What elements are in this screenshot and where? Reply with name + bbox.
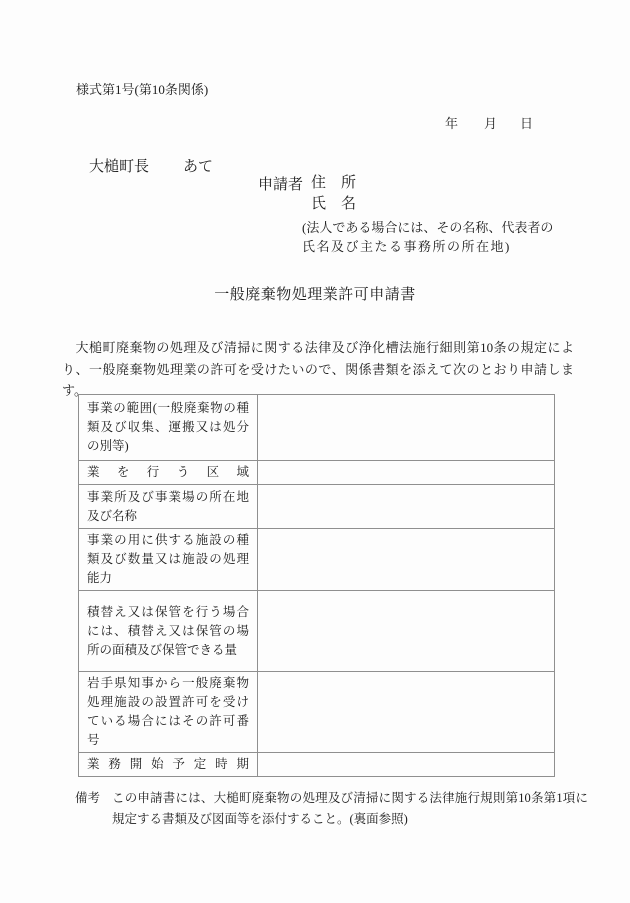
row-value-cell <box>258 395 555 461</box>
intro-paragraph: 大槌町廃棄物の処理及び清掃に関する法律及び浄化槽法施行細則第10条の規定により、一般廃棄物処理業の許可を受けたいので、関係書類を添えて次のとおり申請します。 <box>62 340 574 398</box>
table-row <box>79 672 555 753</box>
applicant-label: 申請者 <box>258 177 304 193</box>
remarks-label: 備考 <box>75 791 101 805</box>
table-row <box>79 485 555 529</box>
row-label-cell: 業務開始予定時期 <box>79 753 258 777</box>
row-value-cell <box>258 485 555 529</box>
corporation-note-line1: (法人である場合には、その名称、代表者の <box>302 220 554 235</box>
table-row <box>79 591 555 672</box>
application-table <box>78 394 555 777</box>
row-label-cell: 業を行う区域 <box>79 461 258 485</box>
year-label: 年 <box>445 116 459 131</box>
row-label-cell: 積替え又は保管を行う場合には、積替え又は保管の場所の面積及び保管できる量 <box>79 591 258 672</box>
remarks-block <box>75 788 588 830</box>
remarks-text: この申請書には、大槌町廃棄物の処理及び清掃に関する法律施行規則第10条第1項に規定する書類及び図面等を添付すること。(裏面参照) <box>112 791 589 826</box>
date-line <box>445 113 533 132</box>
addressee-line <box>89 155 213 176</box>
row-value-cell <box>258 461 555 485</box>
row-value-cell <box>258 672 555 753</box>
table-row <box>79 461 555 485</box>
month-label: 月 <box>484 116 498 131</box>
application-table-grid <box>78 394 555 777</box>
table-row <box>79 395 555 461</box>
table-row <box>79 753 555 777</box>
corporation-note <box>302 218 553 256</box>
row-label-cell: 事業所及び事業場の所在地及び名称 <box>79 485 258 529</box>
day-label: 日 <box>520 116 534 131</box>
addressee-suffix: あて <box>183 159 214 175</box>
table-row <box>79 529 555 591</box>
document-title: 一般廃棄物処理業許可申請書 <box>214 287 416 303</box>
row-label-cell: 事業の用に供する施設の種類及び数量又は施設の処理能力 <box>79 529 258 591</box>
row-value-cell <box>258 591 555 672</box>
applicant-address-label: 住 所 <box>311 175 357 191</box>
row-label-cell: 事業の範囲(一般廃棄物の種類及び収集、運搬又は処分の別等) <box>79 395 258 461</box>
applicant-name-label: 氏 名 <box>311 196 357 212</box>
row-label-cell: 岩手県知事から一般廃棄物処理施設の設置許可を受けている場合にはその許可番号 <box>79 672 258 753</box>
row-value-cell <box>258 753 555 777</box>
addressee-name: 大槌町長 <box>89 159 150 175</box>
row-value-cell <box>258 529 555 591</box>
applicant-block <box>258 173 356 215</box>
applicant-fields <box>311 173 356 215</box>
form-number: 様式第1号(第10条関係) <box>76 82 209 97</box>
corporation-note-line2: 氏名及び主たる事務所の所在地) <box>302 239 511 254</box>
